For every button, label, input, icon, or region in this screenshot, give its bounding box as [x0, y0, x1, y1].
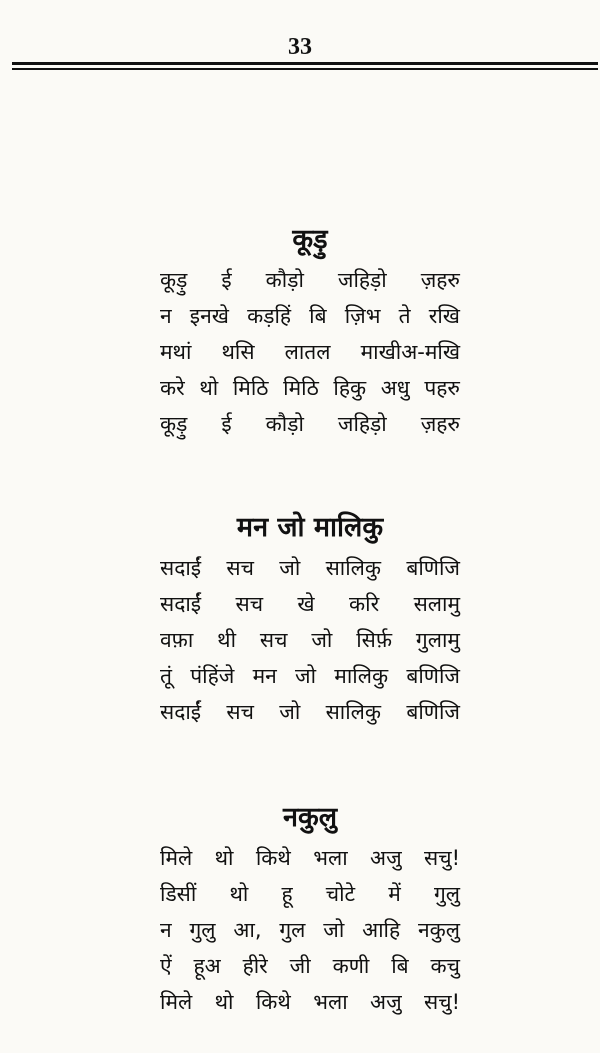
poem-line: करे थो मिठि मिठि हिकु अधु पहरु: [160, 376, 460, 400]
poem-line: सदाईं सच जो सालिकु बणिजि: [160, 556, 460, 580]
poem-line: वफ़ा थी सच जो सिर्फ़ गुलामु: [160, 628, 460, 652]
poem-title: कूड़ु: [292, 224, 328, 255]
poem-line: ऐं हूअ हीरे जी कणी बि कचु: [160, 954, 460, 978]
poem-man-jo-maaliku: [160, 510, 460, 730]
poem-line: न गुलु आ, गुल जो आहि नकुलु: [160, 918, 460, 942]
poem-line: डिसीं थो हू चोटे में गुलु: [160, 882, 460, 906]
poem-nakulu: [160, 800, 460, 1020]
poem-line: सदाईं सच जो सालिकु बणिजि: [160, 700, 460, 724]
header-rule-thick: [12, 62, 598, 65]
poem-line: तूं पंहिंजे मन जो मालिकु बणिजि: [160, 664, 460, 688]
poem-line: कूड़ु ई कौड़ो जहिड़ो ज़हरु: [160, 412, 460, 436]
poem-title: मन जो मालिकु: [236, 512, 384, 543]
poem-line: मिले थो किथे भला अजु सचु!: [160, 846, 460, 870]
header-rule-thin: [12, 68, 598, 70]
poem-line: मिले थो किथे भला अजु सचु!: [160, 990, 460, 1014]
page-number: 33: [288, 34, 312, 60]
poem-kood: [160, 222, 460, 442]
poem-line: मथां थसि लातल माखीअ-मखि: [160, 340, 460, 364]
poem-line: न इनखे कड़हिं बि ज़िभ ते रखि: [160, 304, 460, 328]
poem-line: सदाईं सच खे करि सलामु: [160, 592, 460, 616]
poem-title: नकुलु: [282, 802, 338, 833]
poem-line: कूड़ु ई कौड़ो जहिड़ो ज़हरु: [160, 268, 460, 292]
